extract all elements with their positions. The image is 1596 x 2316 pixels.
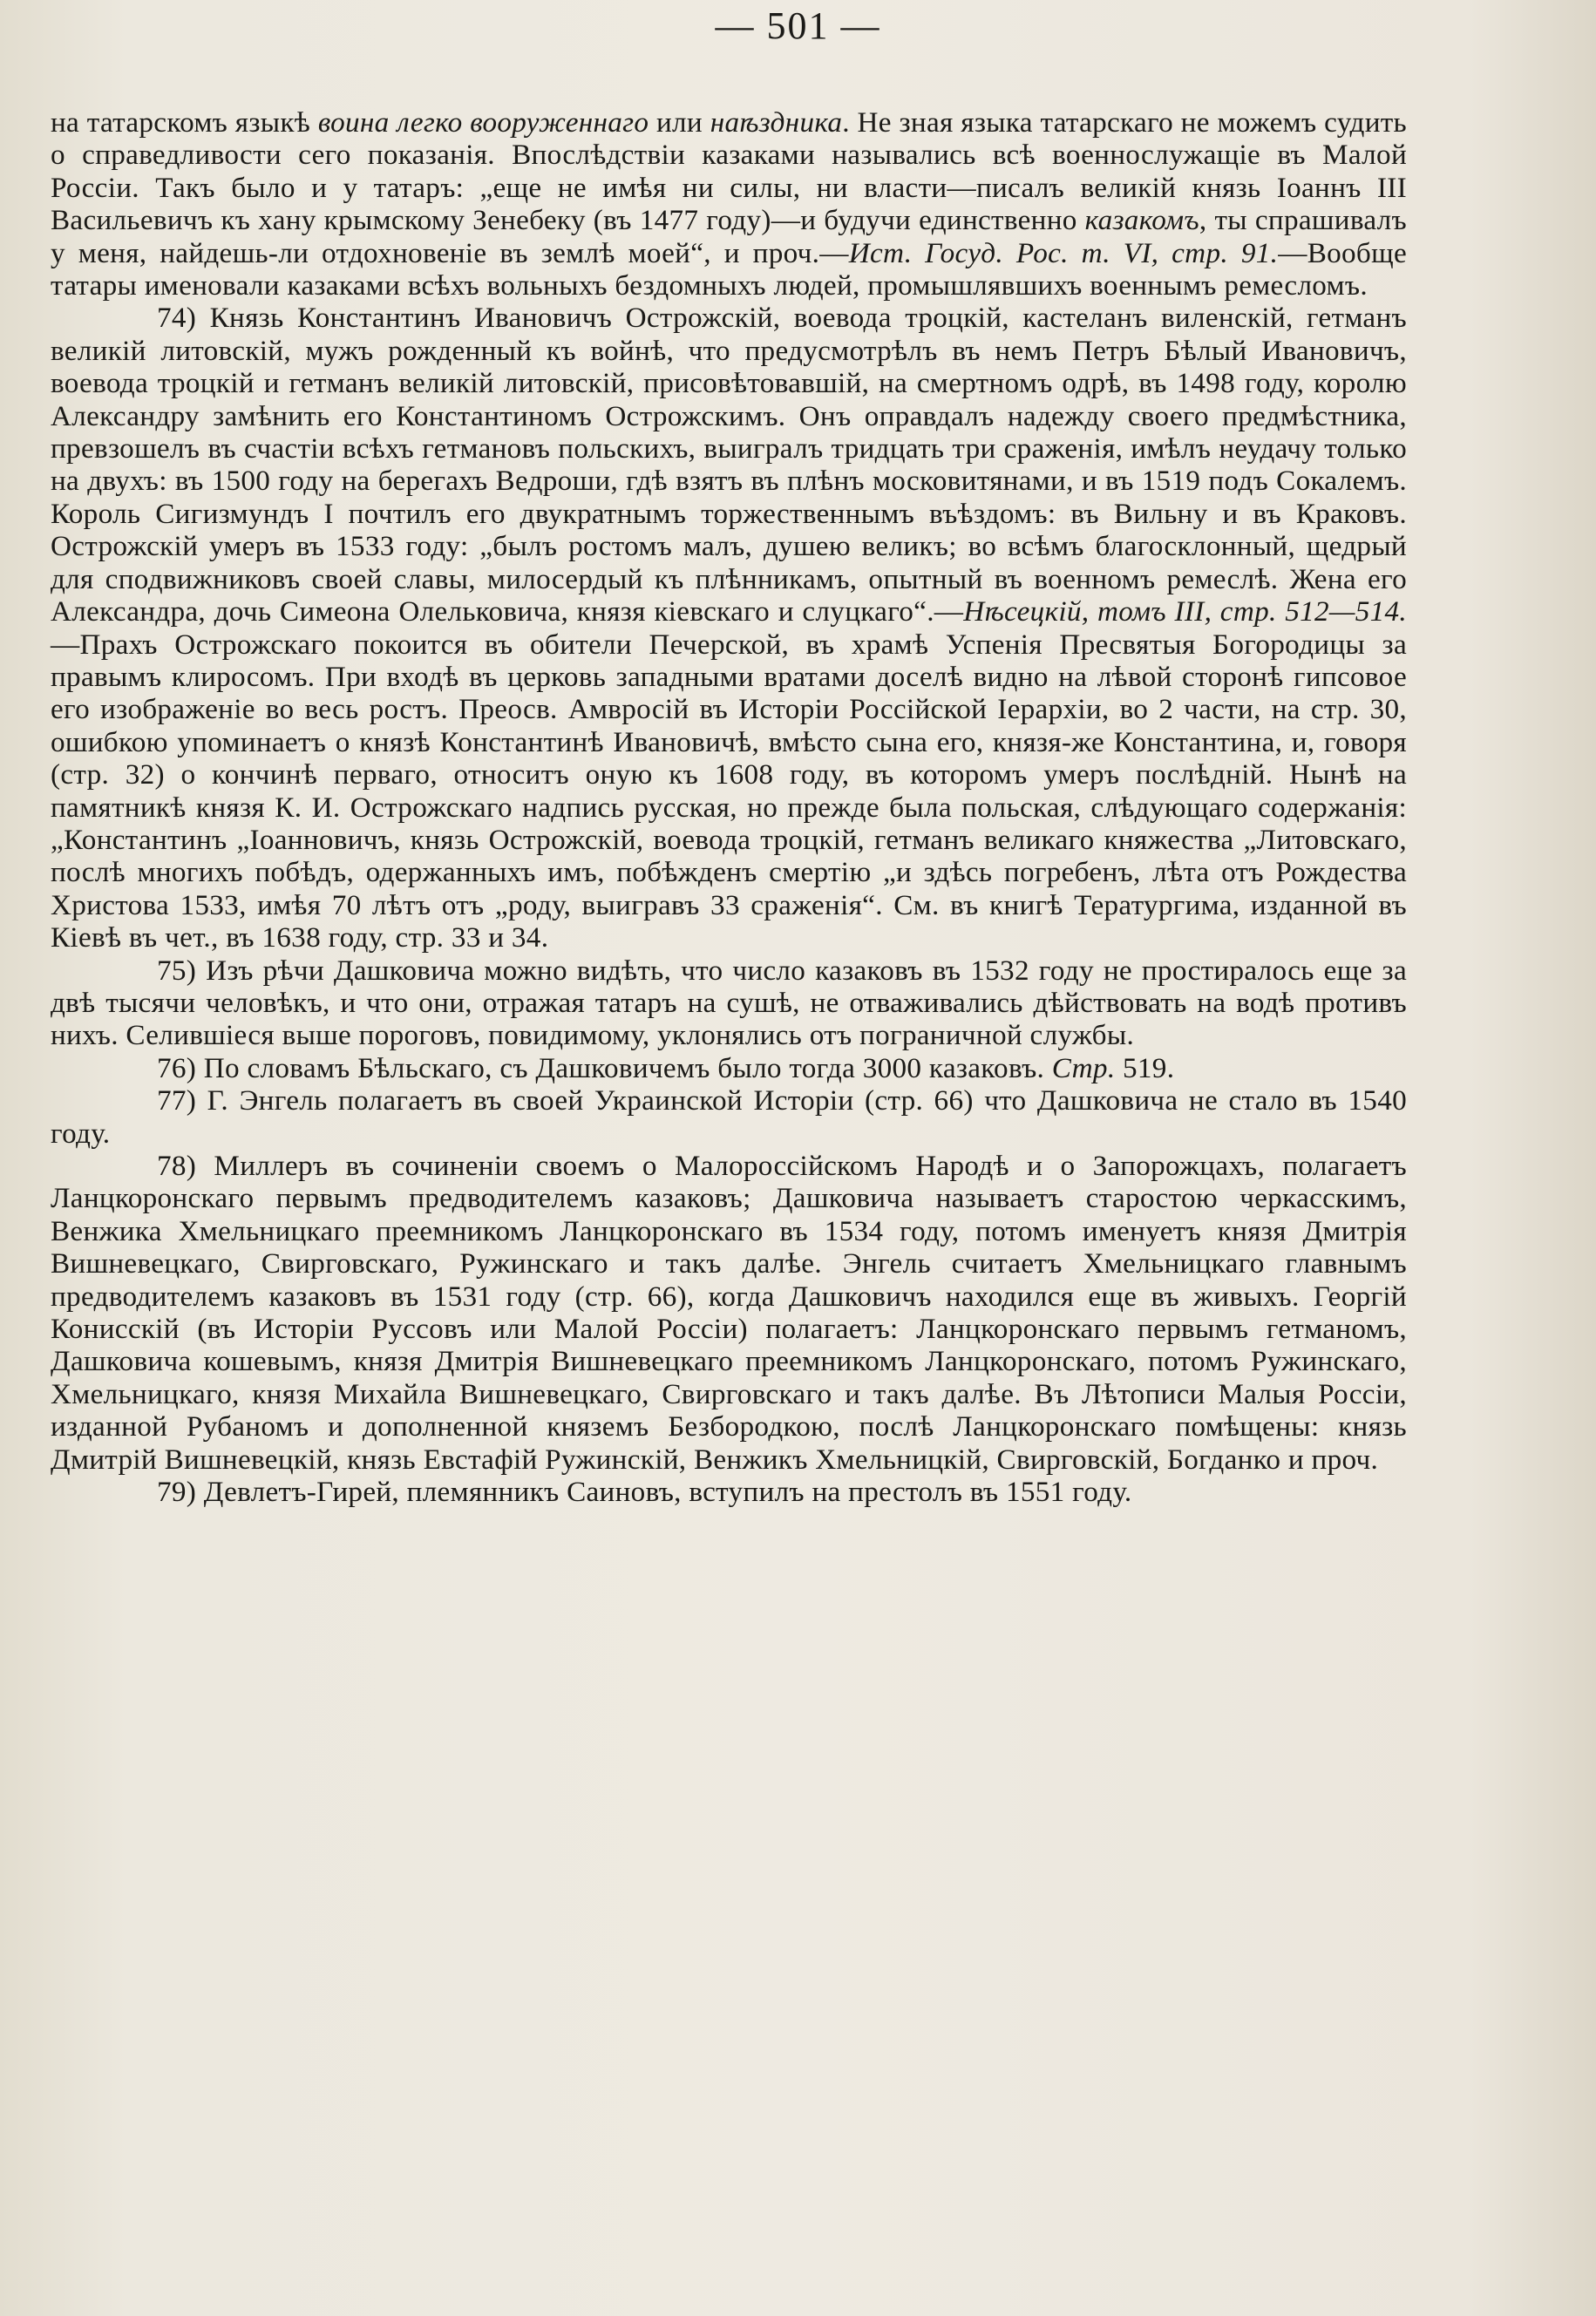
- text-segment: на татарскомъ языкѣ: [51, 106, 318, 139]
- citation: Стр.: [1051, 1051, 1116, 1084]
- text-segment: —Вообще татары именовали казаками всѣхъ вольныхъ бездомныхъ людей, промышлявшихъ военнымъ ремесломъ.: [51, 236, 1408, 302]
- footnote-number: 76): [157, 1051, 197, 1084]
- footnote-77: [51, 1084, 1407, 1150]
- italic-term: наѣздника: [710, 106, 843, 139]
- footnote-79: [51, 1476, 1407, 1508]
- italic-term: воина легко вооруженнаго: [317, 106, 649, 139]
- italic-term: казакомъ: [1084, 204, 1199, 237]
- footnote-number: 79): [157, 1476, 197, 1509]
- footnote-75: [51, 954, 1407, 1052]
- text-segment: —Прахъ Острожскаго покоится въ обители Печерской, въ храмѣ Успенія Пресвятыя Богородицы за правымъ клиросомъ. При входѣ въ церковь западными вратами доселѣ видно на лѣвой сторонѣ гипсовое его изображеніе во весь ростъ. Преосв. Амвросій въ Исторіи Россійской Іерархіи, во 2 части, на стр. 30, ошибкою упоминаетъ о князѣ Константинѣ Ивановичѣ, вмѣсто сына его, князя-же Константина, и, говоря (стр. 32) о кончинѣ перваго, относитъ оную къ 1608 году, въ которомъ умеръ послѣдній. Нынѣ на памятникѣ князя К. И. Острожскаго надпись русская, но прежде была польская, слѣдующаго содержанія: „Константинъ „Іоанновичъ, князь Острожскій, воевода троцкій, гетманъ великаго княжества „Литовскаго, послѣ многихъ побѣдъ, одержанныхъ имъ, побѣжденъ смертію „и здѣсь погребенъ, лѣта отъ Рождества Христова 1533, имѣя 70 лѣтъ отъ „роду, выигравъ 33 сраженія“. См. въ книгѣ Тератургима, изданной въ Кіевѣ въ чет., въ 1638 году, стр. 33 и 34.: [51, 628, 1407, 954]
- footnote-76: [51, 1052, 1407, 1084]
- footnote-number: 78): [157, 1150, 197, 1182]
- text-segment: Изъ рѣчи Дашковича можно видѣть, что число казаковъ въ 1532 году не простиралось еще за двѣ тысячи человѣкъ, и что они, отражая татаръ на сушѣ, не отваживались дѣйствовать на водѣ противъ нихъ. Селившіеся выше пороговъ, повидимому, уклонялись отъ пограничной службы.: [51, 954, 1407, 1052]
- text-segment: Г. Энгель полагаетъ въ своей Украинской Исторіи (стр. 66) что Дашковича не стало въ 1540 году.: [51, 1084, 1407, 1150]
- text-segment: 519.: [1115, 1051, 1175, 1084]
- text-segment: , ты спрашивалъ у меня, найдешь-ли отдохновеніе въ землѣ моей“, и проч.—: [51, 204, 1407, 269]
- notes-text: [51, 106, 1407, 1508]
- footnote-number: 75): [157, 954, 197, 987]
- text-segment: Девлетъ-Гирей, племянникъ Саиновъ, вступилъ на престолъ въ 1551 году.: [196, 1476, 1132, 1509]
- footnote-74: [51, 302, 1407, 954]
- text-segment: По словамъ Бѣльскаго, съ Дашковичемъ было тогда 3000 казаковъ.: [196, 1051, 1052, 1084]
- citation: Ист. Госуд. Рос. т. VI, стр. 91.: [848, 236, 1279, 269]
- citation: Нѣсецкій, томъ III, стр. 512—514.: [963, 595, 1407, 628]
- text-segment: или: [649, 106, 710, 139]
- footnote-number: 74): [157, 302, 197, 335]
- paragraph-continued: [51, 106, 1407, 302]
- text-segment: Миллеръ въ сочиненіи своемъ о Малороссійскомъ Народѣ и о Запорожцахъ, полагаетъ Ланцкоронскаго первымъ предводителемъ казаковъ; Дашковича называетъ старостою черкасскимъ, Венжика Хмельницкаго преемникомъ Ланцкоронскаго въ 1534 году, потомъ именуетъ князя Дмитрія Вишневецкаго, Свирговскаго, Ружинскаго и такъ далѣе. Энгель считаетъ Хмельницкаго главнымъ предводителемъ казаковъ въ 1531 году (стр. 66), когда Дашковичъ находился еще въ живыхъ. Георгій Конисскій (въ Исторіи Руссовъ или Малой Россіи) полагаетъ: Ланцкоронскаго первымъ гетманомъ, Дашковича кошевымъ, князя Дмитрія Вишневецкаго преемникомъ Ланцкоронскаго, потомъ Ружинскаго, Хмельницкаго, князя Михайла Вишневецкаго, Свирговскаго и такъ далѣе. Въ Лѣтописи Малыя Россіи, изданной Рубаномъ и дополненной княземъ Безбородкою, послѣ Ланцкоронскаго помѣщены: князь Дмитрій Вишневецкій, князь Евстафій Ружинскій, Венжикъ Хмельницкій, Свирговскій, Богданко и проч.: [51, 1150, 1407, 1476]
- footnote-number: 77): [157, 1084, 197, 1117]
- page-number: — 501 —: [715, 4, 881, 47]
- text-segment: . Не зная языка татарскаго не можемъ судить о справедливости сего показанія. Впослѣдствіи казаками назывались всѣ военнослужащіе въ Малой Россіи. Такъ было и у татаръ: „еще не имѣя ни силы, ни власти—писалъ великій князь Іоаннъ III Васильевичъ къ хану крымскому Зенебеку (въ 1477 году)—и будучи единственно: [51, 106, 1407, 237]
- text-segment: Князь Константинъ Ивановичъ Острожскій, воевода троцкій, кастеланъ виленскій, гетманъ великій литовскій, мужъ рожденный къ войнѣ, что предусмотрѣлъ въ немъ Петръ Бѣлый Ивановичъ, воевода троцкій и гетманъ великій литовскій, присовѣтовавшій, на смертномъ одрѣ, въ 1498 году, королю Александру замѣнить его Константиномъ Острожскимъ. Онъ оправдалъ надежду своего предмѣстника, превзошелъ въ счастіи всѣхъ гетмановъ польскихъ, выигралъ тридцать три сраженія, имѣлъ неудачу только на двухъ: въ 1500 году на берегахъ Ведроши, гдѣ взятъ въ плѣнъ московитянами, и въ 1519 подъ Сокалемъ. Король Сигизмундъ I почтилъ его двукратнымъ торжественнымъ въѣздомъ: въ Вильну и въ Краковъ. Острожскій умеръ въ 1533 году: „былъ ростомъ малъ, душею великъ; во всѣмъ благосклонный, щедрый для сподвижниковъ своей славы, милосердый къ плѣнникамъ, опытный въ военномъ ремеслѣ. Жена его Александра, дочь Симеона Олельковича, князя кіевскаго и слуцкаго“.—: [51, 302, 1407, 628]
- footnote-78: [51, 1150, 1407, 1476]
